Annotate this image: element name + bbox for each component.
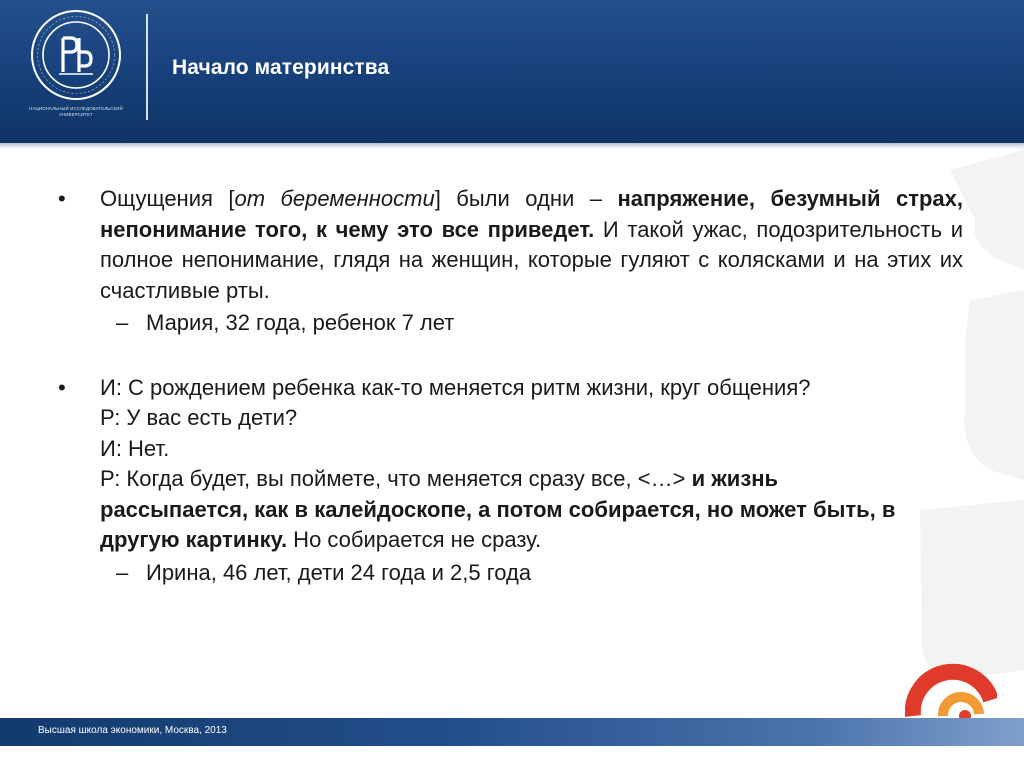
footer-bar	[0, 718, 1024, 746]
quote-text: И такой ужас, подозрительность и полное непонимание, глядя на женщин, которые гуляют с колясками и на этих их счастливые рты.	[100, 216, 964, 303]
quote-text: ] были одни –	[434, 186, 618, 211]
list-item	[58, 184, 963, 306]
logo-caption-line1: НАЦИОНАЛЬНЫЙ ИССЛЕДОВАТЕЛЬСКИЙ	[29, 106, 123, 111]
bullet-marker: •	[58, 374, 66, 400]
slide-content	[58, 184, 963, 588]
hse-emblem-icon	[29, 8, 123, 102]
attribution-text: Ирина, 46 лет, дети 24 года и 2,5 года	[146, 559, 532, 585]
list-item	[58, 373, 963, 556]
slide-title: Начало материнства	[172, 56, 390, 79]
spacer	[58, 339, 963, 373]
header-divider	[146, 14, 148, 120]
header-shadow	[0, 143, 1024, 149]
hse-logo	[20, 8, 132, 126]
institute-logo-icon	[905, 660, 997, 720]
quote-text: Ощущения [	[100, 186, 235, 211]
logo-caption	[20, 106, 132, 117]
dialog-bold: и жизнь рассыпается, как в калейдоскопе, а потом собирается, но может быть, в другую картинку.	[100, 466, 896, 552]
quote-bold: напряжение, безумный страх, непонимание того, к чему это все приведет.	[100, 186, 963, 242]
bullet-marker: •	[58, 186, 66, 211]
quote-italic: от беременности	[234, 186, 435, 211]
dialog-line: И: Нет.	[100, 435, 170, 461]
footer-text: Высшая школа экономики, Москва, 2013	[38, 725, 227, 736]
logo-caption-line2: УНИВЕРСИТЕТ	[59, 111, 93, 117]
attribution	[58, 558, 963, 589]
dash-marker: –	[116, 310, 129, 335]
header-band	[0, 0, 1024, 143]
dialog-text: Но собирается не сразу.	[287, 527, 542, 552]
dialog-line	[100, 464, 920, 556]
dialog-block	[100, 373, 920, 556]
dialog-text: Р: Когда будет, вы поймете, что меняется сразу все, <…>	[100, 466, 692, 491]
quote-paragraph	[100, 184, 963, 306]
dash-marker: –	[116, 559, 129, 585]
attribution-text: Мария, 32 года, ребенок 7 лет	[146, 310, 455, 335]
attribution	[58, 308, 963, 339]
dialog-line: Р: У вас есть дети?	[100, 405, 298, 430]
dialog-line: И: С рождением ребенка как-то меняется ритм жизни, круг общения?	[100, 374, 811, 400]
